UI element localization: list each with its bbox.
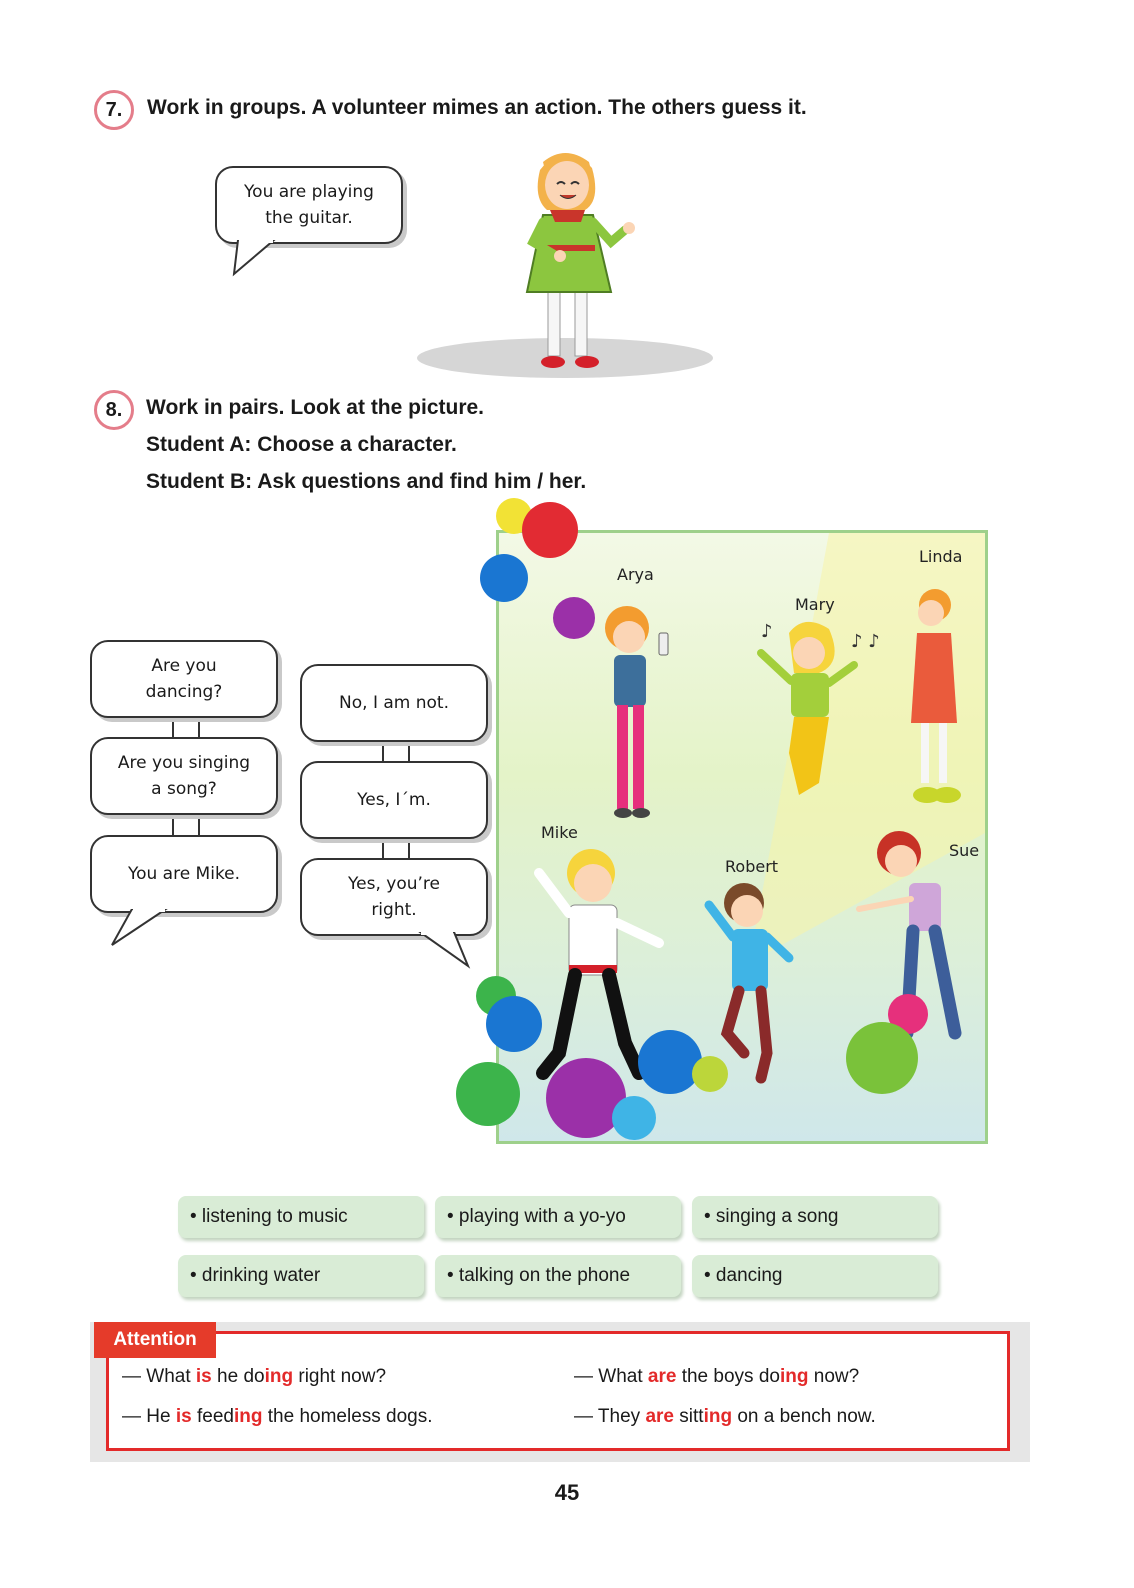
character-label-mary: Mary bbox=[795, 595, 835, 614]
svg-text:♪: ♪ bbox=[761, 621, 773, 642]
attention-box bbox=[106, 1331, 1010, 1451]
speech-bubble-answer-no bbox=[300, 664, 488, 742]
speech-bubble-guitar bbox=[215, 166, 403, 244]
character-label-arya: Arya bbox=[617, 565, 654, 584]
svg-text:♪ ♪: ♪ ♪ bbox=[851, 631, 880, 652]
exercise-8-line3: Student B: Ask questions and find him / her. bbox=[146, 470, 587, 493]
bubble-tail bbox=[410, 932, 480, 972]
bubble-text: You are Mike. bbox=[127, 864, 241, 884]
bubble-text: the guitar. bbox=[265, 208, 353, 228]
phrase-chip: • dancing bbox=[692, 1255, 938, 1297]
bubble-tail bbox=[106, 909, 176, 949]
bubble-text: Yes, you’re bbox=[348, 874, 440, 894]
attention-question-1: — What is he doing right now? bbox=[122, 1366, 387, 1387]
attention-answer-1: — He is feeding the homeless dogs. bbox=[122, 1406, 433, 1427]
bubble-text: Are you singing bbox=[117, 753, 251, 773]
exercise-7-number: 7. bbox=[94, 90, 134, 130]
attention-title: Attention bbox=[94, 1322, 216, 1358]
exercise-8-line1: Work in pairs. Look at the picture. bbox=[146, 396, 484, 419]
speech-bubble-question-singing bbox=[90, 737, 278, 815]
bubble-text: a song? bbox=[151, 779, 217, 799]
exercise-8-line2: Student A: Choose a character. bbox=[146, 433, 457, 456]
attention-question-2: — What are the boys doing now? bbox=[574, 1366, 860, 1387]
bubble-text: You are playing bbox=[244, 182, 374, 202]
bubble-text: Are you bbox=[151, 656, 217, 676]
phrase-chip: • singing a song bbox=[692, 1196, 938, 1238]
exercise-7-instruction: Work in groups. A volunteer mimes an action. The others guess it. bbox=[147, 96, 807, 119]
page-number: 45 bbox=[554, 1480, 580, 1505]
phrase-chip: • drinking water bbox=[178, 1255, 424, 1297]
attention-answer-2: — They are sitting on a bench now. bbox=[574, 1406, 876, 1427]
bubble-text: dancing? bbox=[145, 682, 223, 702]
bubble-text: right. bbox=[371, 900, 417, 920]
speech-bubble-guess-mike bbox=[90, 835, 278, 913]
bubble-text: No, I am not. bbox=[339, 693, 449, 713]
character-label-mike: Mike bbox=[541, 823, 578, 842]
balloons-decoration bbox=[448, 494, 1008, 1154]
character-label-sue: Sue bbox=[949, 841, 980, 860]
speech-bubble-answer-right bbox=[300, 858, 488, 936]
phrase-chip: • talking on the phone bbox=[435, 1255, 681, 1297]
bubble-text: Yes, I´m. bbox=[357, 790, 431, 810]
bubble-tail bbox=[230, 240, 290, 280]
exercise-8-number: 8. bbox=[94, 390, 134, 430]
speech-bubble-answer-yes bbox=[300, 761, 488, 839]
phrase-chip: • playing with a yo-yo bbox=[435, 1196, 681, 1238]
phrase-chip: • listening to music bbox=[178, 1196, 424, 1238]
character-label-robert: Robert bbox=[725, 857, 779, 876]
bubble-connector bbox=[172, 813, 200, 837]
girl-miming-illustration bbox=[415, 140, 725, 385]
speech-bubble-question-dancing bbox=[90, 640, 278, 718]
character-label-linda: Linda bbox=[919, 547, 963, 566]
